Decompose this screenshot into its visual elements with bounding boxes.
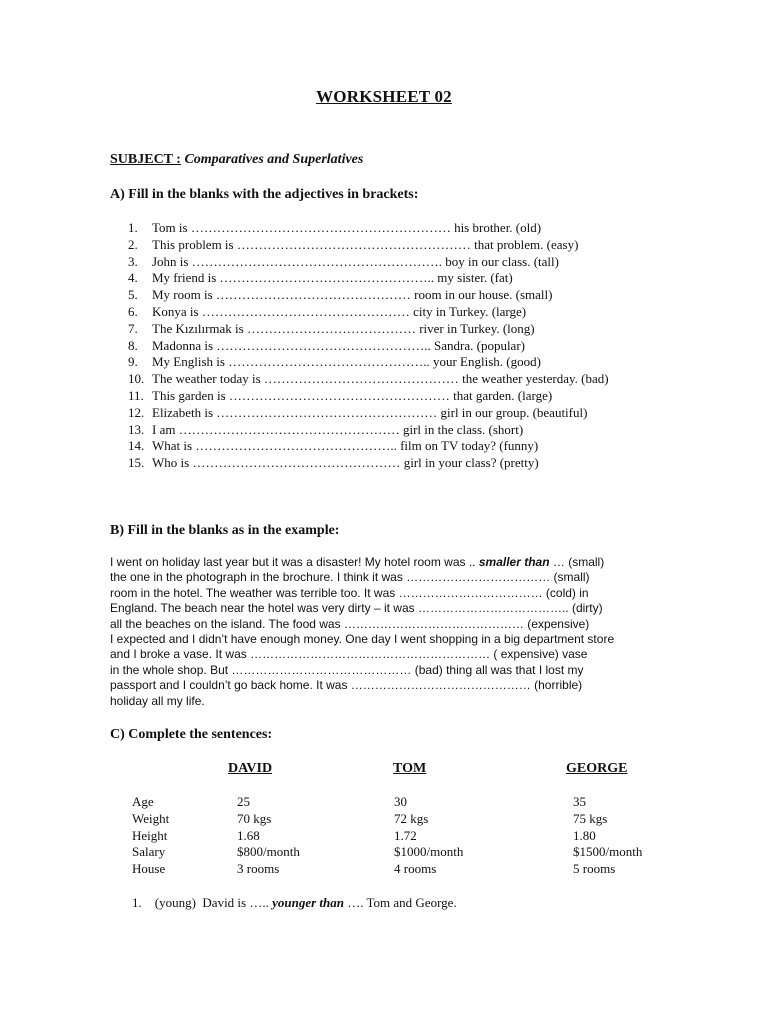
subject-value: Comparatives and Superlatives	[184, 152, 364, 167]
subject-line	[110, 152, 363, 168]
exercise-number: 9.	[128, 354, 138, 370]
exercise-item	[128, 455, 628, 472]
table-cell: 75 kgs	[573, 810, 608, 826]
exercise-item	[128, 237, 628, 254]
exercise-item	[128, 388, 628, 405]
exercise-text: What is ……………………………………….. film on TV today? (funny)	[152, 438, 539, 454]
table-row	[132, 861, 672, 878]
table-cell: 1.80	[573, 827, 596, 843]
exercise-item	[128, 304, 628, 321]
table-row	[132, 844, 672, 861]
exercise-number: 6.	[128, 303, 138, 319]
exercise-text: My English is ……………………………………….. your English. (good)	[152, 354, 541, 370]
exercise-number: 10.	[128, 371, 145, 387]
table-row	[132, 811, 672, 828]
exercise-number: 3.	[128, 253, 138, 269]
exercise-text: My friend is ………………………………………….. my sister. (fat)	[152, 270, 513, 286]
table-cell: 30	[394, 794, 407, 809]
exercise-text: Elizabeth is …………………………………………… girl in our group. (beautiful)	[152, 404, 588, 420]
sentence-text-before: (young) David is …..	[141, 895, 269, 910]
exercise-number: 15.	[128, 455, 145, 471]
exercise-number: 13.	[128, 421, 145, 437]
sentence-text-after: …. Tom and George.	[347, 895, 457, 910]
section-a-list	[128, 220, 628, 472]
row-label: Height	[132, 827, 168, 843]
exercise-text: This problem is ……………………………………………… that problem. (easy)	[152, 236, 579, 252]
table-cell: 25	[237, 794, 250, 809]
table-cell: $800/month	[237, 844, 300, 860]
comparison-table	[132, 794, 672, 878]
sentence-example-answer: younger than	[272, 895, 344, 910]
story-example-answer: smaller than	[478, 555, 550, 569]
exercise-number: 1.	[128, 220, 138, 235]
exercise-item	[128, 438, 628, 455]
table-cell: 72 kgs	[394, 810, 429, 826]
exercise-text: Who is ………………………………………… girl in your class? (pretty)	[152, 455, 539, 471]
exercise-item	[128, 220, 628, 237]
exercise-text: My room is ……………………………………… room in our house. (small)	[152, 287, 553, 303]
table-cell: 5 rooms	[573, 861, 616, 877]
table-cell: 1.68	[237, 827, 260, 843]
exercise-item	[128, 287, 628, 304]
exercise-number: 12.	[128, 404, 145, 420]
sentence-number: 1.	[132, 895, 142, 910]
exercise-item	[128, 254, 628, 271]
exercise-number: 7.	[128, 320, 138, 336]
exercise-text: Konya is ………………………………………… city in Turkey. (large)	[152, 303, 527, 319]
section-b-story	[110, 555, 630, 709]
row-label: House	[132, 861, 166, 877]
row-label: Salary	[132, 844, 166, 860]
table-cell: 70 kgs	[237, 810, 272, 826]
table-row	[132, 828, 672, 845]
exercise-number: 4.	[128, 270, 138, 286]
table-cell: 3 rooms	[237, 861, 280, 877]
exercise-number: 2.	[128, 236, 138, 252]
exercise-text: John is …………………………………………………. boy in our class. (tall)	[152, 253, 559, 269]
table-cell: 35	[573, 794, 586, 809]
exercise-number: 8.	[128, 337, 138, 353]
exercise-item	[128, 338, 628, 355]
worksheet-title: WORKSHEET 02	[316, 87, 452, 106]
exercise-item	[128, 354, 628, 371]
table-row	[132, 794, 672, 811]
exercise-text: This garden is …………………………………………… that garden. (large)	[152, 387, 553, 403]
row-label: Weight	[132, 810, 170, 826]
exercise-item	[128, 321, 628, 338]
exercise-number: 11.	[128, 387, 144, 403]
exercise-item	[128, 371, 628, 388]
exercise-text: I am …………………………………………… girl in the class. (short)	[152, 421, 524, 437]
exercise-item	[128, 405, 628, 422]
table-cell: 4 rooms	[394, 861, 437, 877]
person-header-george: GEORGE	[566, 761, 628, 776]
row-label: Age	[132, 794, 154, 809]
table-cell: $1500/month	[573, 844, 643, 860]
subject-label: SUBJECT :	[110, 152, 181, 167]
exercise-text: The Kızılırmak is ………………………………… river in Turkey. (long)	[152, 320, 535, 336]
exercise-text: Tom is …………………………………………………… his brother. (old)	[152, 220, 542, 235]
section-a-heading: A) Fill in the blanks with the adjectives in brackets:	[110, 187, 419, 202]
person-header-david: DAVID	[228, 761, 273, 776]
exercise-text: The weather today is ……………………………………… the weather yesterday. (bad)	[152, 371, 609, 387]
section-b-heading: B) Fill in the blanks as in the example:	[110, 523, 340, 538]
exercise-number: 5.	[128, 287, 138, 303]
section-c-sentence-1	[132, 895, 457, 911]
table-cell: $1000/month	[394, 844, 464, 860]
story-text-before: I went on holiday last year but it was a disaster! My hotel room was ..	[110, 555, 479, 569]
story-text-after: … (small) the one in the photograph in the brochure. I think it was ……………………………… (small) room in the hotel. The weather was terrible too. It was ……………………………… (cold) in England. The beach near the hotel was very dirty – it was ……………………………….. (dirty) all the beaches on the island. The food was ……………………………………… (expensive) I expected and I didn’t have enough money. One day I went shopping in a big department store and I broke a vase. It was …………………………………………………… ( expensive) vase in the whole shop. But ……………………………………… (bad) thing all was that I lost my passport and I couldn’t go back home. It was ……………………………………… (horrible) holiday all my life.	[110, 555, 615, 708]
table-cell: 1.72	[394, 827, 417, 843]
exercise-item	[128, 422, 628, 439]
exercise-text: Madonna is ………………………………………….. Sandra. (popular)	[152, 337, 525, 353]
exercise-item	[128, 270, 628, 287]
section-c-heading: C) Complete the sentences:	[110, 727, 273, 742]
person-header-tom: TOM	[393, 761, 427, 776]
exercise-number: 14.	[128, 438, 145, 454]
